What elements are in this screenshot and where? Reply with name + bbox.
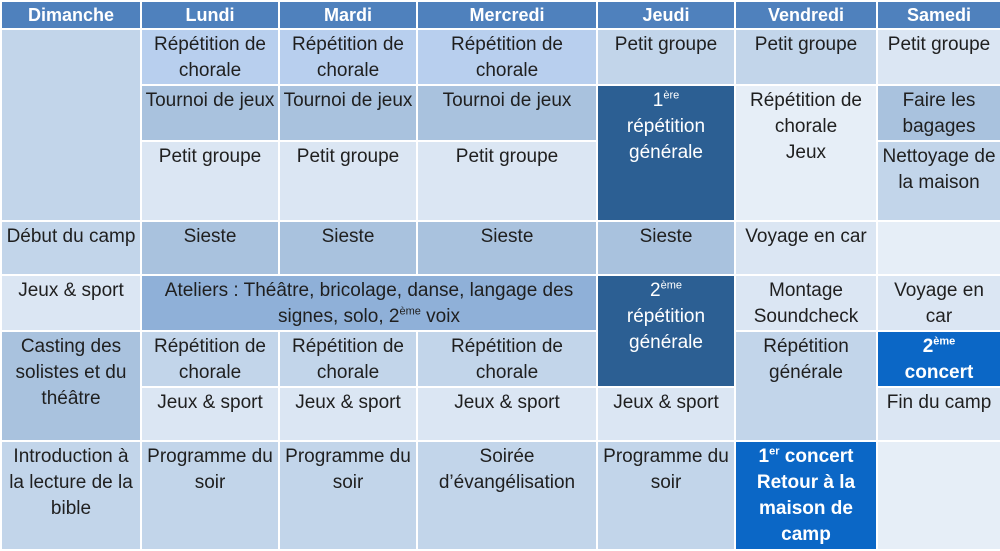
cell-lundi-r1: Répétition de chorale <box>141 29 279 85</box>
cell-lundi-r8: Programme du soir <box>141 441 279 550</box>
ateliers-end: voix <box>420 306 460 327</box>
cell-mercredi-r7: Jeux & sport <box>417 387 597 441</box>
header-vendredi: Vendredi <box>735 1 877 29</box>
cell-samedi-r8-empty <box>877 441 1000 550</box>
jeudi-r5-sup: ème <box>660 279 682 292</box>
cell-vendredi-r6: Répétition générale <box>735 331 877 441</box>
cell-samedi-r3: Nettoyage de la maison <box>877 141 1000 221</box>
cell-mercredi-r2: Tournoi de jeux <box>417 85 597 141</box>
cell-lundi-r7: Jeux & sport <box>141 387 279 441</box>
cell-jeudi-r7: Jeux & sport <box>597 387 735 441</box>
cell-mardi-r7: Jeux & sport <box>279 387 417 441</box>
cell-vendredi-r2 <box>735 85 877 221</box>
header-dimanche: Dimanche <box>1 1 141 29</box>
cell-mardi-r4: Sieste <box>279 221 417 275</box>
vendredi-r8-text: Retour à la maison de camp <box>756 472 856 545</box>
header-samedi: Samedi <box>877 1 1000 29</box>
samedi-r6-text: concert <box>904 362 974 383</box>
cell-samedi-r2: Faire les bagages <box>877 85 1000 141</box>
samedi-r6-number: 2 <box>922 336 934 357</box>
cell-mardi-r6: Répétition de chorale <box>279 331 417 387</box>
cell-vendredi-r1: Petit groupe <box>735 29 877 85</box>
vendredi-r2-line-b: Jeux <box>785 142 827 163</box>
cell-mardi-r8: Programme du soir <box>279 441 417 550</box>
cell-mardi-r3: Petit groupe <box>279 141 417 221</box>
cell-vendredi-premier-concert <box>735 441 877 550</box>
cell-jeudi-premiere-repetition <box>597 85 735 221</box>
samedi-r6-sup: ème <box>933 335 956 348</box>
cell-mercredi-r4: Sieste <box>417 221 597 275</box>
cell-jeudi-r4: Sieste <box>597 221 735 275</box>
cell-dimanche-r5: Jeux & sport <box>1 275 141 331</box>
vendredi-r2-line-a: Répétition de chorale <box>750 90 862 137</box>
cell-vendredi-r4: Voyage en car <box>735 221 877 275</box>
cell-dimanche-r8: Introduction à la lecture de la bible <box>1 441 141 550</box>
cell-lundi-r3: Petit groupe <box>141 141 279 221</box>
cell-mercredi-r3: Petit groupe <box>417 141 597 221</box>
jeudi-r5-text: répétition générale <box>626 306 706 353</box>
cell-ateliers <box>141 275 597 331</box>
cell-jeudi-r1: Petit groupe <box>597 29 735 85</box>
jeudi-r5-number: 2 <box>650 280 661 301</box>
cell-lundi-r4: Sieste <box>141 221 279 275</box>
cell-mercredi-r6: Répétition de chorale <box>417 331 597 387</box>
cell-samedi-r1: Petit groupe <box>877 29 1000 85</box>
cell-mardi-r2: Tournoi de jeux <box>279 85 417 141</box>
ateliers-sup: ème <box>399 305 421 318</box>
cell-jeudi-r8: Programme du soir <box>597 441 735 550</box>
vendredi-r8-sup: er <box>769 445 780 458</box>
cell-mercredi-r1: Répétition de chorale <box>417 29 597 85</box>
cell-dimanche-r6: Casting des solistes et du théâtre <box>1 331 141 441</box>
cell-samedi-r5: Voyage en car <box>877 275 1000 331</box>
header-jeudi: Jeudi <box>597 1 735 29</box>
cell-lundi-r2: Tournoi de jeux <box>141 85 279 141</box>
cell-dimanche-r4: Début du camp <box>1 221 141 275</box>
jeudi-r2-sup: ère <box>663 89 680 102</box>
header-mardi: Mardi <box>279 1 417 29</box>
cell-mercredi-r8: Soirée d’évangélisation <box>417 441 597 550</box>
jeudi-r2-text: répétition générale <box>626 116 706 163</box>
jeudi-r2-number: 1 <box>652 90 664 111</box>
cell-samedi-deuxieme-concert <box>877 331 1000 387</box>
cell-dimanche-morning-empty <box>1 29 141 221</box>
vendredi-r8-number: 1 <box>758 446 770 467</box>
cell-vendredi-r5: Montage Soundcheck <box>735 275 877 331</box>
vendredi-r8-concert: concert <box>779 446 854 467</box>
ateliers-text: Ateliers : Théâtre, bricolage, danse, langage des signes, solo, 2 <box>164 280 574 327</box>
cell-lundi-r6: Répétition de chorale <box>141 331 279 387</box>
cell-samedi-r7: Fin du camp <box>877 387 1000 441</box>
cell-mardi-r1: Répétition de chorale <box>279 29 417 85</box>
cell-jeudi-deuxieme-repetition <box>597 275 735 387</box>
header-lundi: Lundi <box>141 1 279 29</box>
cell-samedi-r4-empty <box>877 221 1000 275</box>
header-mercredi: Mercredi <box>417 1 597 29</box>
